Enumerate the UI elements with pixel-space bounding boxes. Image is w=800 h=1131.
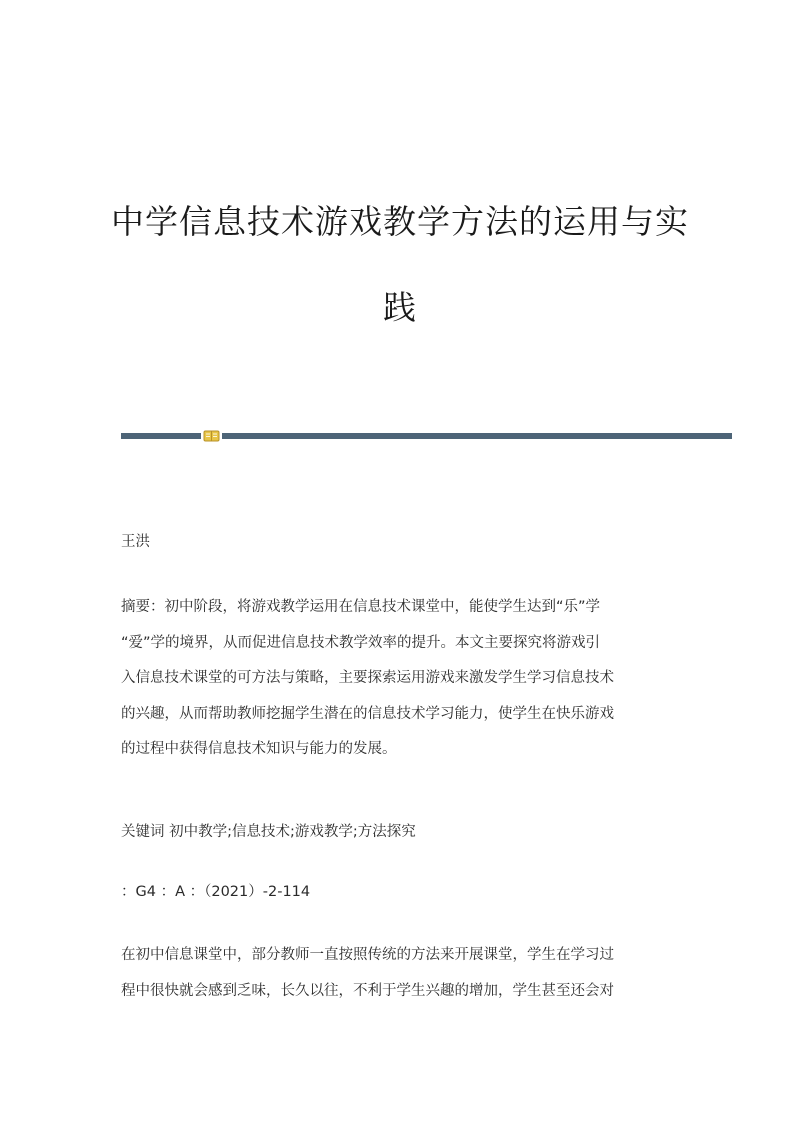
classification-line: ：G4 ：A ：（2021）-2-114 (121, 884, 311, 900)
book-icon (203, 430, 220, 442)
abstract-line: “爱”学的境界，从而促进信息技术教学效率的提升。本文主要探究将游戏引 (121, 634, 601, 651)
abstract-line: 的过程中获得信息技术知识与能力的发展。 (121, 741, 397, 757)
keywords-line: 关键词 初中教学;信息技术;游戏教学;方法探究 (121, 824, 416, 840)
abstract-paragraph (121, 590, 681, 768)
abstract-line: 入信息技术课堂的可方法与策略，主要探索运用游戏来激发学生学习信息技术 (121, 670, 614, 686)
page-title-line-2: 践 (383, 288, 417, 327)
page-title-line-1: 中学信息技术游戏教学方法的运用与实 (111, 202, 689, 241)
title-divider-left (121, 433, 201, 439)
body-line: 程中很快就会感到乏味，长久以往，不利于学生兴趣的增加，学生甚至还会对 (121, 982, 614, 999)
body-paragraph (121, 938, 681, 1009)
title-divider-right (222, 433, 732, 439)
abstract-line: 摘要：初中阶段，将游戏教学运用在信息技术课堂中，能使学生达到“乐”学 (121, 599, 601, 615)
author-name: 王洪 (121, 534, 150, 550)
body-line: 在初中信息课堂中，部分教师一直按照传统的方法来开展课堂，学生在学习过 (121, 947, 614, 963)
abstract-line: 的兴趣，从而帮助教师挖掘学生潜在的信息技术学习能力，使学生在快乐游戏 (121, 705, 614, 722)
